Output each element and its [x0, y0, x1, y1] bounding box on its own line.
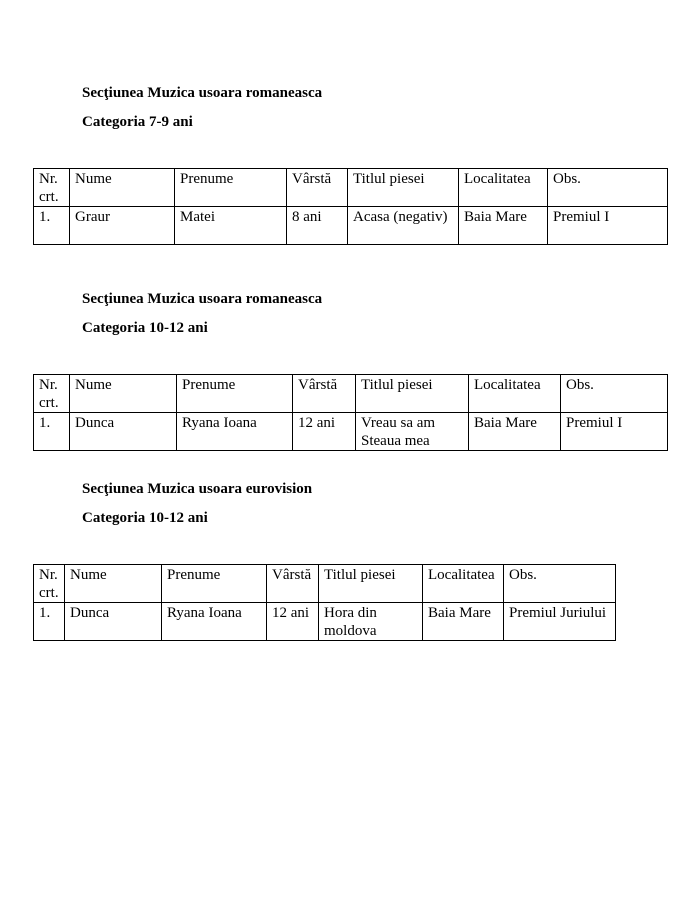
header-nume: Nume — [70, 375, 177, 413]
section-3-title: Secţiunea Muzica usoara eurovision — [82, 481, 313, 497]
header-nume: Nume — [70, 169, 175, 207]
section-1-category: Categoria 7-9 ani — [82, 114, 193, 130]
results-table-1 — [33, 168, 668, 245]
cell-varsta: 8 ani — [287, 207, 348, 245]
header-obs: Obs. — [504, 565, 616, 603]
cell-nume: Graur — [70, 207, 175, 245]
table-row — [34, 207, 668, 245]
header-titlul-piesei: Titlul piesei — [319, 565, 423, 603]
table-header-row — [34, 565, 616, 603]
header-varsta: Vârstă — [267, 565, 319, 603]
section-2-title: Secţiunea Muzica usoara romaneasca — [82, 291, 323, 307]
cell-varsta: 12 ani — [267, 603, 319, 641]
cell-obs: Premiul I — [548, 207, 668, 245]
section-1-title: Secţiunea Muzica usoara romaneasca — [82, 85, 323, 101]
header-nr-crt: Nr. crt. — [34, 565, 65, 603]
cell-prenume: Matei — [175, 207, 287, 245]
cell-localitatea: Baia Mare — [423, 603, 504, 641]
header-varsta: Vârstă — [293, 375, 356, 413]
cell-nume: Dunca — [65, 603, 162, 641]
header-prenume: Prenume — [175, 169, 287, 207]
table-header-row — [34, 375, 668, 413]
header-titlul-piesei: Titlul piesei — [348, 169, 459, 207]
cell-nr: 1. — [34, 207, 70, 245]
cell-varsta: 12 ani — [293, 413, 356, 451]
cell-prenume: Ryana Ioana — [177, 413, 293, 451]
header-localitatea: Localitatea — [423, 565, 504, 603]
cell-nume: Dunca — [70, 413, 177, 451]
header-nume: Nume — [65, 565, 162, 603]
cell-prenume: Ryana Ioana — [162, 603, 267, 641]
table-row — [34, 413, 668, 451]
cell-obs: Premiul I — [561, 413, 668, 451]
cell-nr: 1. — [34, 413, 70, 451]
section-3-category: Categoria 10-12 ani — [82, 510, 208, 526]
table-row — [34, 603, 616, 641]
results-table-2 — [33, 374, 668, 451]
header-varsta: Vârstă — [287, 169, 348, 207]
header-obs: Obs. — [548, 169, 668, 207]
section-2-category: Categoria 10-12 ani — [82, 320, 208, 336]
cell-nr: 1. — [34, 603, 65, 641]
results-table-3 — [33, 564, 616, 641]
header-localitatea: Localitatea — [459, 169, 548, 207]
cell-titlul-piesei: Vreau sa am Steaua mea — [356, 413, 469, 451]
header-obs: Obs. — [561, 375, 668, 413]
header-prenume: Prenume — [177, 375, 293, 413]
cell-obs: Premiul Juriului — [504, 603, 616, 641]
header-titlul-piesei: Titlul piesei — [356, 375, 469, 413]
cell-localitatea: Baia Mare — [469, 413, 561, 451]
header-localitatea: Localitatea — [469, 375, 561, 413]
header-nr-crt: Nr. crt. — [34, 375, 70, 413]
cell-localitatea: Baia Mare — [459, 207, 548, 245]
header-prenume: Prenume — [162, 565, 267, 603]
table-header-row — [34, 169, 668, 207]
cell-titlul-piesei: Acasa (negativ) — [348, 207, 459, 245]
cell-titlul-piesei: Hora din moldova — [319, 603, 423, 641]
header-nr-crt: Nr. crt. — [34, 169, 70, 207]
